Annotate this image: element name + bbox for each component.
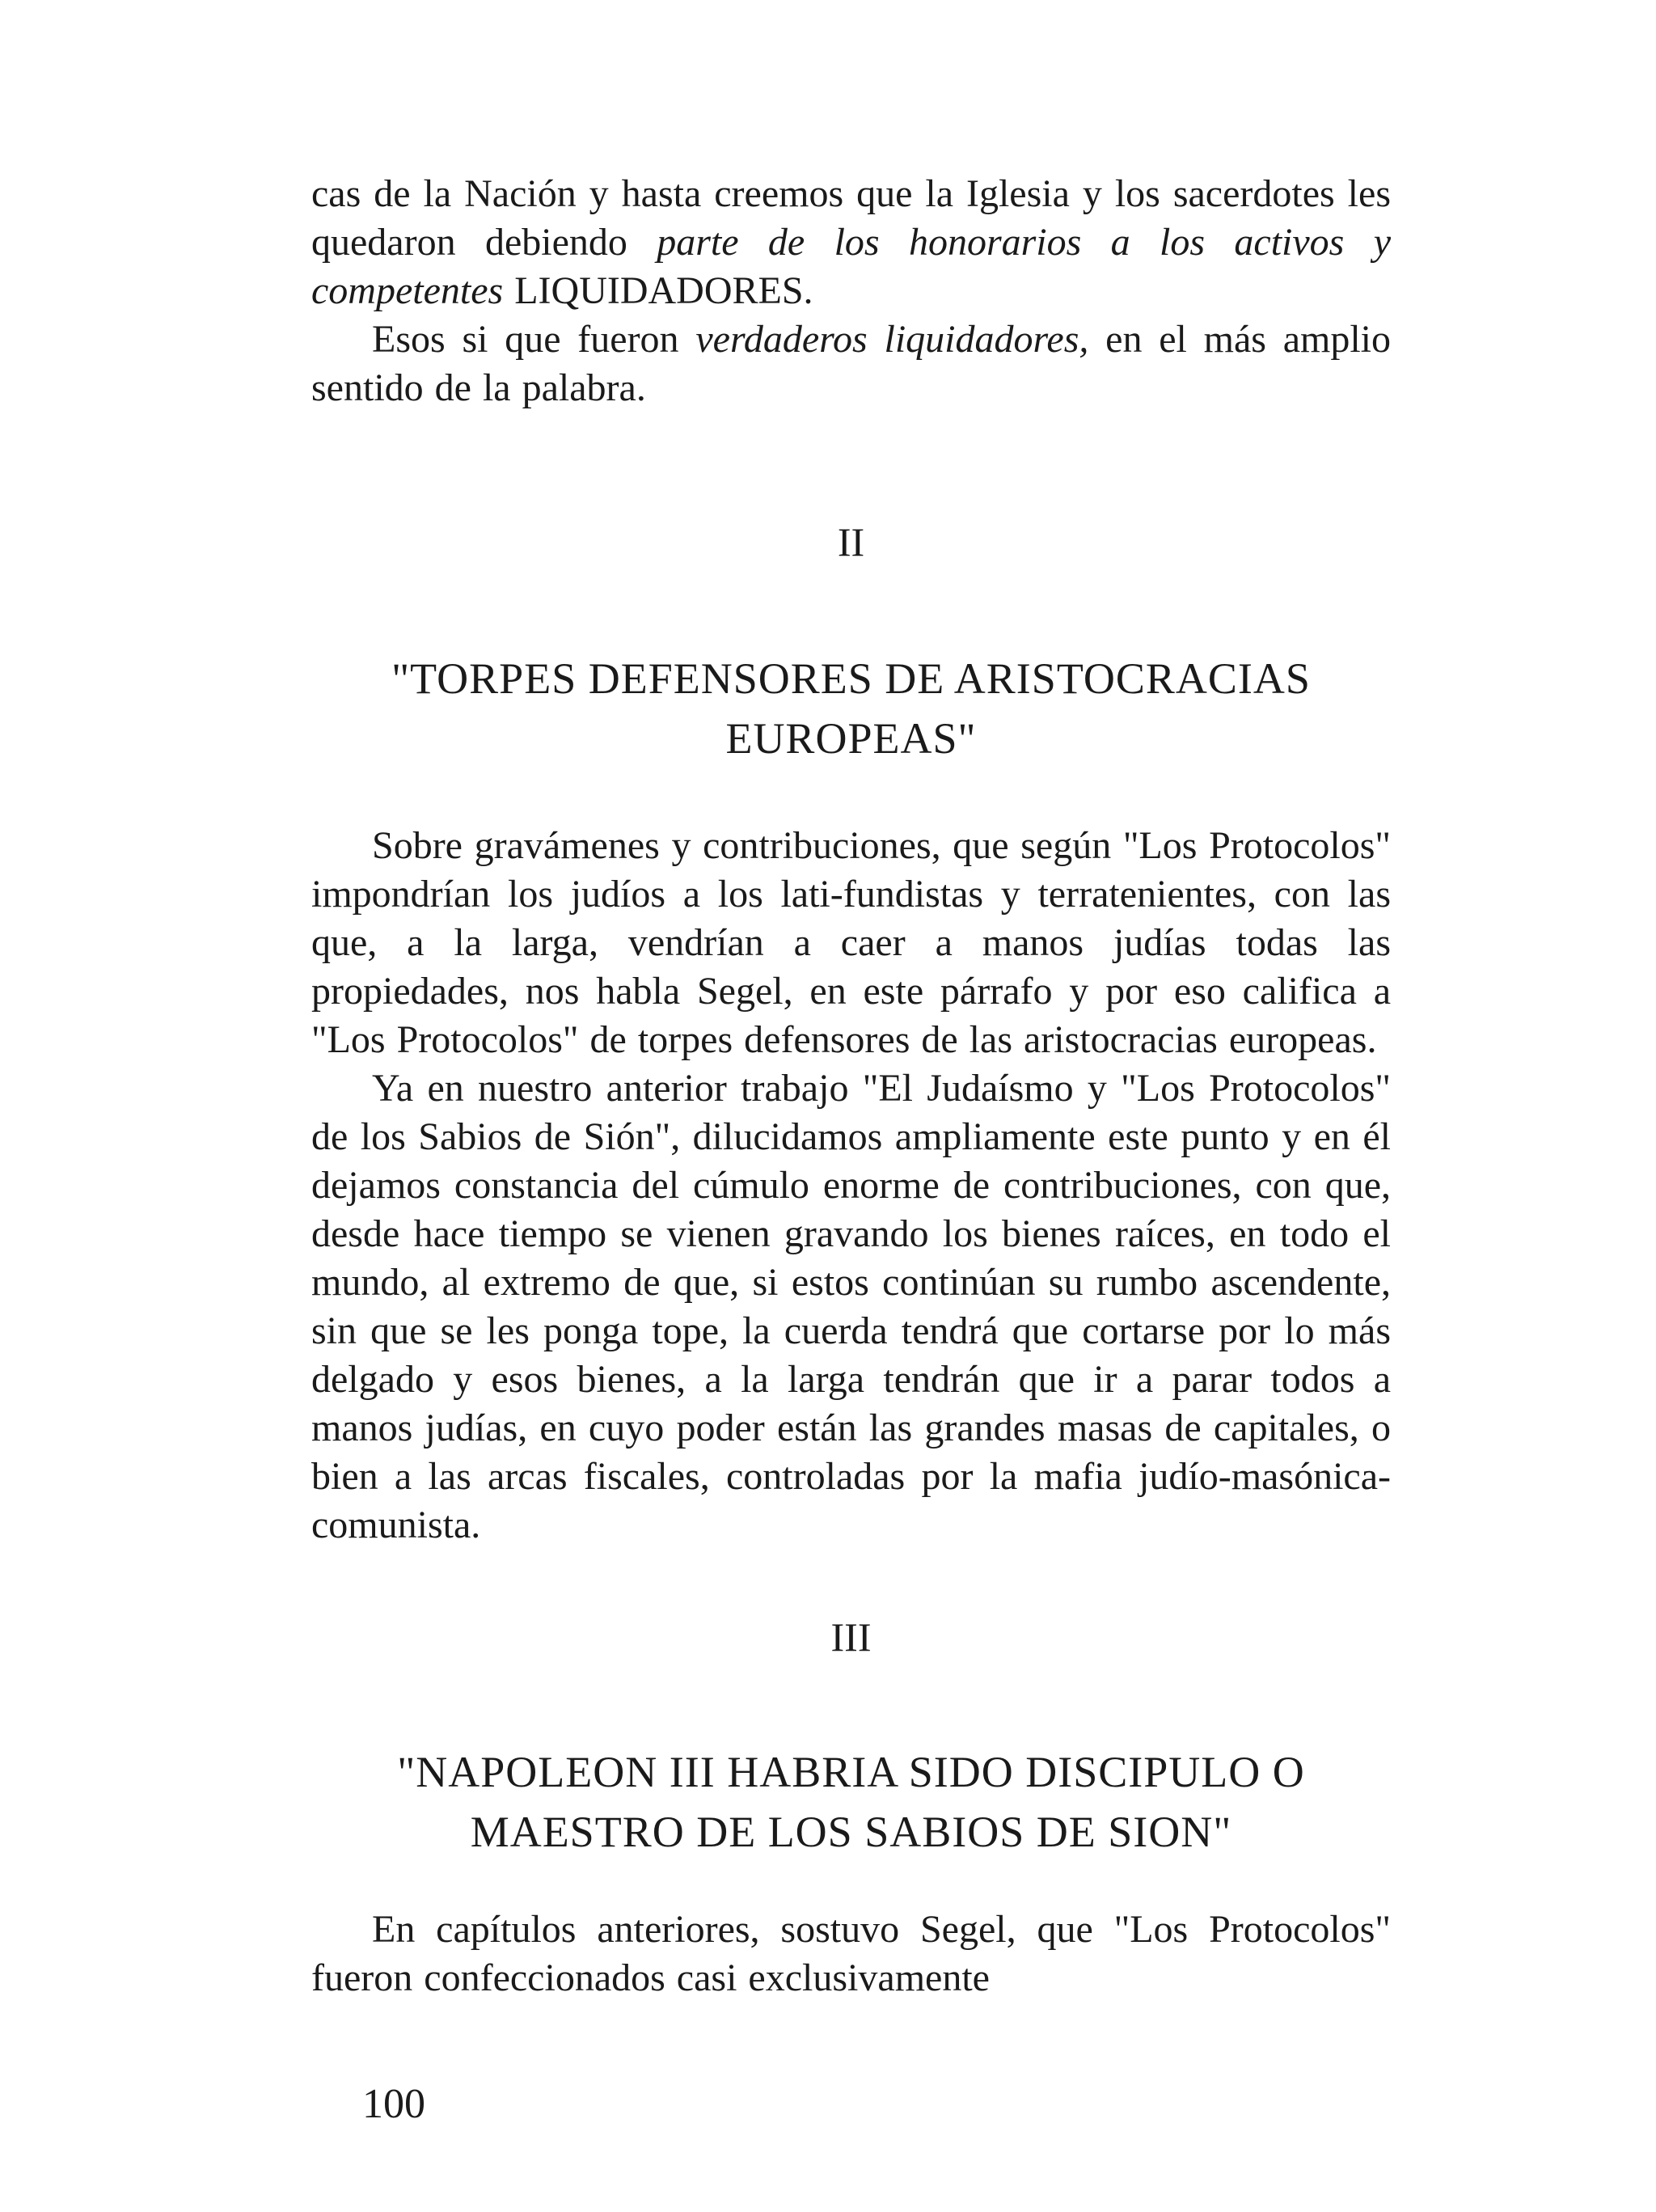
paragraph: Sobre gravámenes y contribuciones, que según "Los Protocolos" impondrían los judíos a los lati-fundistas y terratenientes, con las que, a la larga, vendrían a caer a manos judías todas las propiedades, nos habla Segel, en este párrafo y por eso califica a "Los Protocolos" de torpes defensores de las aristocracias europeas. [311, 824, 1391, 1061]
paragraph: Ya en nuestro anterior trabajo "El Judaísmo y "Los Protocolos" de los Sabios de Sión", dilucidamos ampliamente este punto y en él dejamos constancia del cúmulo enorme de contribuciones, con que, desde hace tiempo se vienen gravando los bienes raíces, en todo el mundo, al extremo de que, si estos continúan su rumbo ascendente, sin que se les ponga tope, la cuerda tendrá que cortarse por lo más delgado y esos bienes, a la larga tendrán que ir a parar todos a manos judías, en cuyo poder están las grandes masas de capitales, o bien a las arcas fiscales, controladas por la mafia judío-masónica-comunista. [311, 1067, 1391, 1546]
paragraph-continuation [311, 170, 1391, 315]
section-numeral: III [830, 1614, 872, 1660]
paragraph-text: cas de la Nación y hasta creemos que la Iglesia y los sacerdotes les quedaron debiendo [311, 172, 1391, 264]
paragraph-text: en el más amplio sentido de la palabra. [311, 318, 1392, 409]
section-title-line-1: "NAPOLEON III HABRIA SIDO DISCIPULO O [397, 1748, 1305, 1796]
section-title-line-2: EUROPEAS" [725, 714, 977, 763]
paragraph: En capítulos anteriores, sostuvo Segel, que "Los Protocolos" fueron confeccionados casi exclusivamente [311, 1908, 1391, 1999]
paragraph-text: LIQUIDADORES. [503, 269, 813, 312]
page-number: 100 [362, 2081, 425, 2127]
section-title-line-2: MAESTRO DE LOS SABIOS DE SION" [470, 1808, 1232, 1856]
paragraph-italic-text: parte de los honorarios a los activos y competentes [311, 221, 1392, 312]
book-page [311, 170, 1391, 2003]
paragraph-italic-text: verdaderos liquidadores, [695, 318, 1089, 361]
section-title-line-1: "TORPES DEFENSORES DE ARISTOCRACIAS [391, 654, 1311, 703]
section-numeral: II [837, 519, 865, 565]
paragraph [311, 315, 1391, 412]
paragraph-text: Esos si que fueron [372, 318, 696, 361]
